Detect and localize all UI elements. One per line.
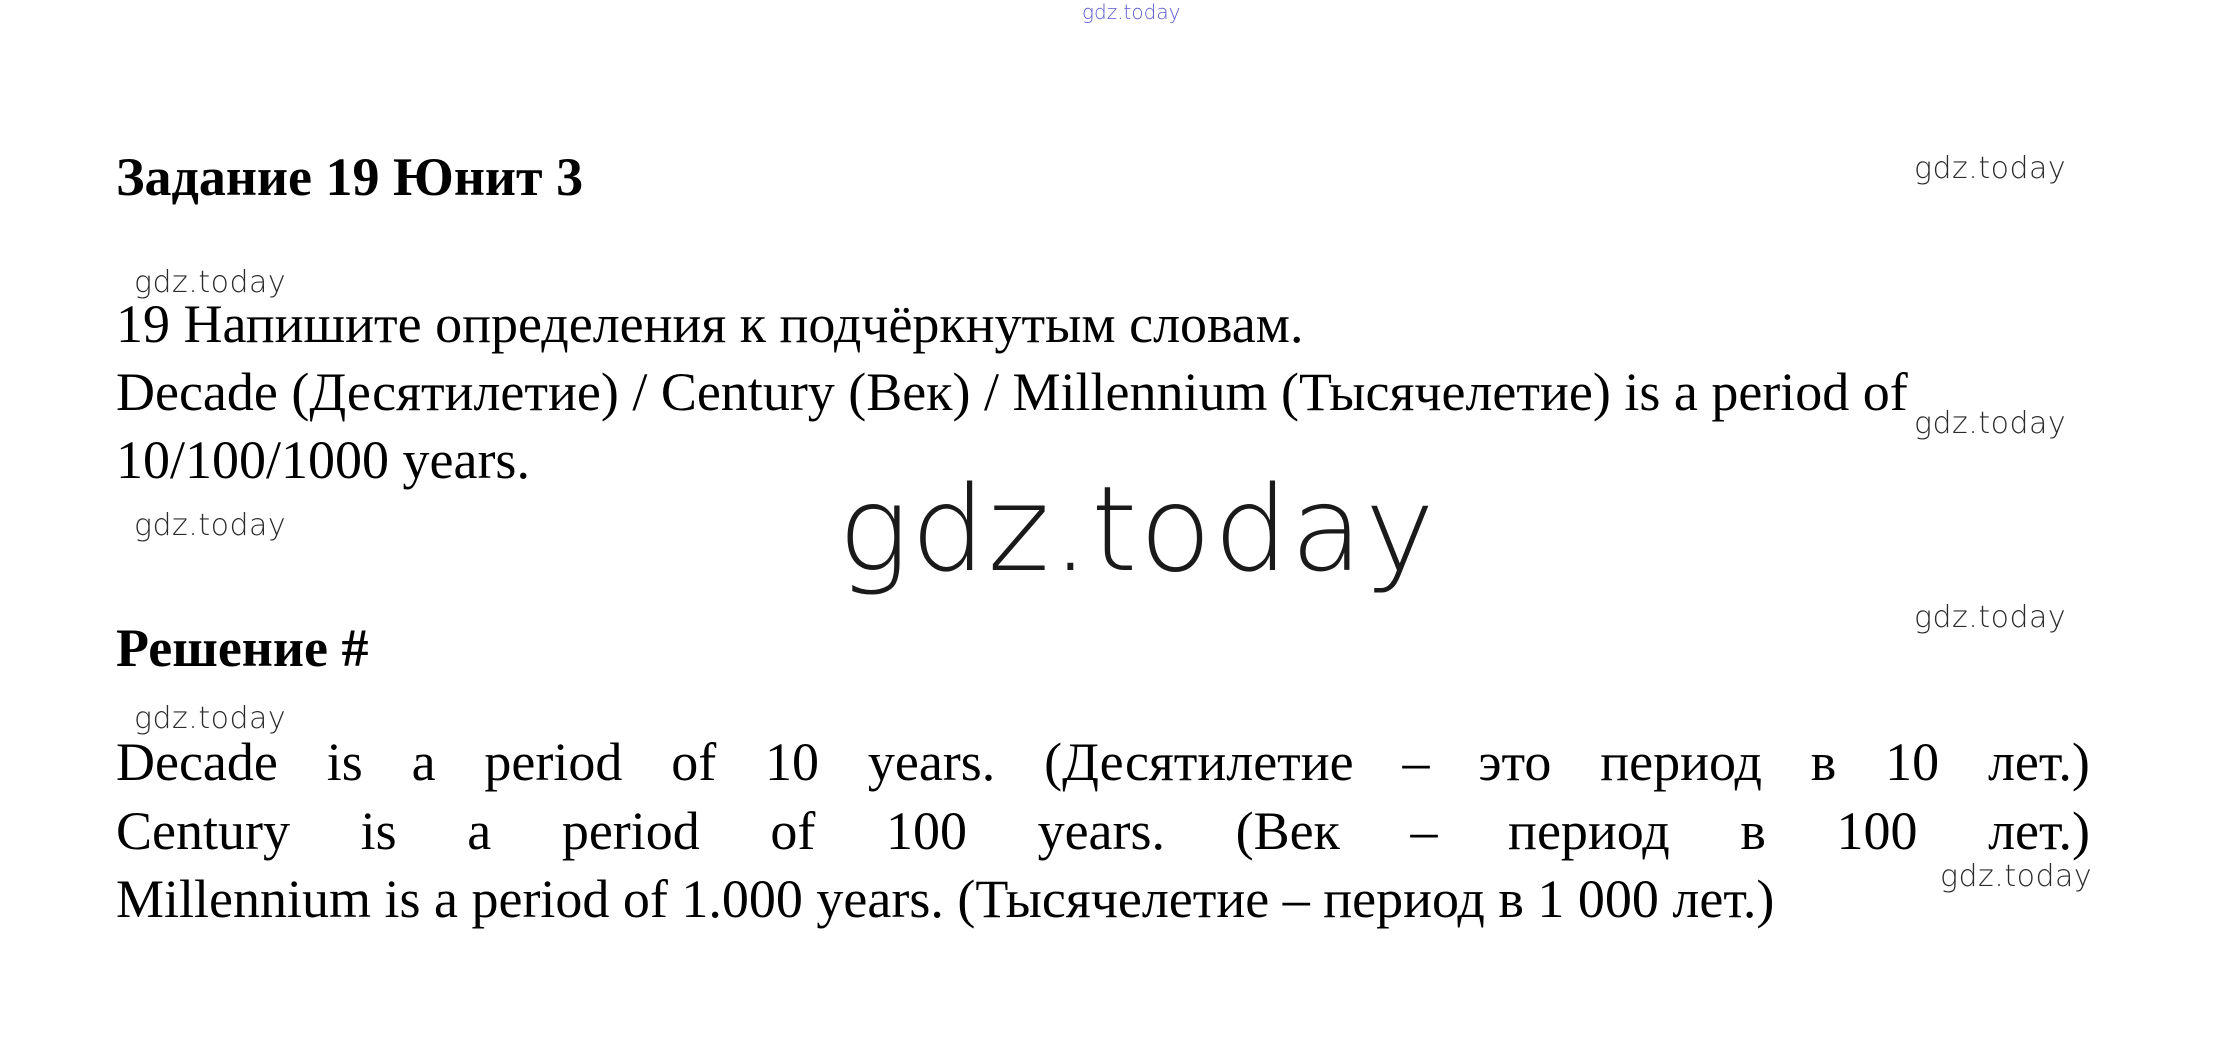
solution-word: of — [770, 801, 816, 861]
solution-word: a — [467, 801, 492, 861]
solution-line-2 — [116, 801, 2090, 861]
solution-word: 10 — [1885, 732, 1940, 792]
solution-word: в — [1740, 801, 1766, 861]
solution-word: is — [360, 801, 397, 861]
solution-word: период — [1508, 801, 1670, 861]
solution-word: это — [1478, 732, 1552, 792]
task-instruction: 19 Напишите определения к подчёркнутым словам. — [116, 294, 1304, 354]
watermark-top: gdz.today — [1082, 0, 1181, 24]
solution-word: лет.) — [1987, 732, 2090, 792]
solution-word: (Десятилетие — [1044, 732, 1354, 792]
solution-word: of — [671, 732, 717, 792]
solution-word: period — [484, 732, 623, 792]
solution-word: Decade — [116, 732, 278, 792]
watermark: gdz.today — [1914, 151, 2067, 186]
solution-word: период — [1600, 732, 1762, 792]
solution-word: period — [561, 801, 700, 861]
solution-word: лет.) — [1988, 801, 2090, 861]
watermark: gdz.today — [134, 701, 287, 736]
solution-word: – — [1410, 801, 1438, 861]
watermark: gdz.today — [134, 265, 287, 300]
solution-word: is — [326, 732, 363, 792]
solution-word: 100 — [885, 801, 967, 861]
solution-word: в — [1810, 732, 1837, 792]
solution-word: years. — [1037, 801, 1166, 861]
watermark: gdz.today — [1914, 600, 2067, 635]
watermark: gdz.today — [1940, 859, 2093, 894]
task-definition-line-2: 10/100/1000 years. — [116, 430, 530, 490]
solution-line-1 — [116, 732, 2090, 792]
watermark-large: gdz.today — [838, 460, 1437, 598]
solution-word: Century — [116, 801, 290, 861]
solution-word: 10 — [765, 732, 820, 792]
watermark: gdz.today — [134, 508, 287, 543]
solution-word: (Век — [1235, 801, 1340, 861]
solution-word: years. — [867, 732, 996, 792]
solution-word: – — [1402, 732, 1430, 792]
solution-line-3: Millennium is a period of 1.000 years. (Тысячелетие – период в 1 000 лет.) — [116, 869, 1775, 929]
solution-word: 100 — [1836, 801, 1918, 861]
task-title: Задание 19 Юнит 3 — [116, 147, 584, 207]
task-definition-line-1: Decade (Десятилетие) / Century (Век) / Millennium (Тысячелетие) is a period of — [116, 362, 1908, 422]
solution-title: Решение # — [116, 618, 369, 678]
watermark: gdz.today — [1914, 406, 2067, 441]
solution-word: a — [411, 732, 436, 792]
